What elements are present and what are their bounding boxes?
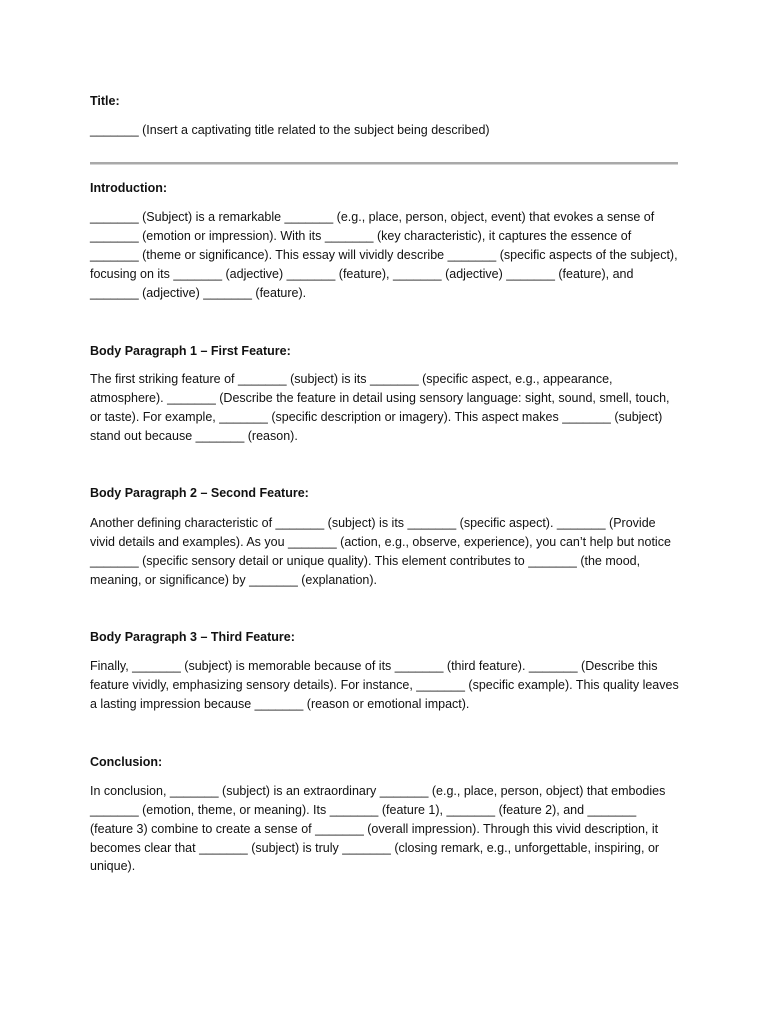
conclusion-line: becomes clear that _______ (subject) is truly _______ (closing remark, e.g., unforgettable, inspiring, or	[90, 841, 660, 855]
body-paragraph-1-line: atmosphere). _______ (Describe the feature in detail using sensory language: sight, sound, smell, touch,	[90, 391, 670, 405]
title-placeholder-line: _______ (Insert a captivating title related to the subject being described)	[90, 123, 490, 137]
body-paragraph-2-line: meaning, or significance) by _______ (explanation).	[90, 573, 377, 587]
introduction-line: _______ (emotion or impression). With its _______ (key characteristic), it captures the essence of	[90, 229, 632, 243]
conclusion-line: In conclusion, _______ (subject) is an extraordinary _______ (e.g., place, person, object) that embodies	[90, 784, 666, 798]
body-paragraph-3-line: a lasting impression because _______ (reason or emotional impact).	[90, 697, 470, 711]
body-paragraph-1-line: or taste). For example, _______ (specific description or imagery). This aspect makes _______ (subject)	[90, 410, 663, 424]
introduction-line: _______ (adjective) _______ (feature).	[90, 286, 307, 300]
body-paragraph-1-line: The first striking feature of _______ (subject) is its _______ (specific aspect, e.g., appearance,	[90, 372, 613, 386]
body-paragraph-3-heading: Body Paragraph 3 – Third Feature:	[90, 630, 295, 644]
body-paragraph-3-line: feature vividly, emphasizing sensory details). For instance, _______ (specific example). This quality leaves	[90, 678, 679, 692]
body-paragraph-2-heading: Body Paragraph 2 – Second Feature:	[90, 486, 309, 500]
introduction-line: _______ (Subject) is a remarkable _______ (e.g., place, person, object, event) that evokes a sense of	[90, 210, 655, 224]
body-paragraph-1-line: stand out because _______ (reason).	[90, 429, 298, 443]
body-paragraph-3-line: Finally, _______ (subject) is memorable because of its _______ (third feature). _______ (Describe this	[90, 659, 658, 673]
body-paragraph-2-line: vivid details and examples). As you _______ (action, e.g., observe, experience), you can’t help but notice	[90, 535, 671, 549]
introduction-heading: Introduction:	[90, 181, 168, 195]
conclusion-heading: Conclusion:	[90, 755, 163, 769]
body-paragraph-2-line: _______ (specific sensory detail or unique quality). This element contributes to _______ (the mood,	[90, 554, 641, 568]
introduction-line: focusing on its _______ (adjective) _______ (feature), _______ (adjective) _______ (feature), and	[90, 267, 634, 281]
introduction-line: _______ (theme or significance). This essay will vividly describe _______ (specific aspects of the subject),	[90, 248, 678, 262]
conclusion-line: (feature 3) combine to create a sense of _______ (overall impression). Through this vivid description, it	[90, 822, 659, 836]
body-paragraph-2-line: Another defining characteristic of _______ (subject) is its _______ (specific aspect). _______ (Provide	[90, 516, 656, 530]
body-paragraph-1-heading: Body Paragraph 1 – First Feature:	[90, 344, 291, 358]
conclusion-line: unique).	[90, 859, 136, 873]
conclusion-line: _______ (emotion, theme, or meaning). Its _______ (feature 1), _______ (feature 2), and _______	[90, 803, 637, 817]
horizontal-divider	[90, 162, 678, 165]
title-heading: Title:	[90, 94, 120, 108]
